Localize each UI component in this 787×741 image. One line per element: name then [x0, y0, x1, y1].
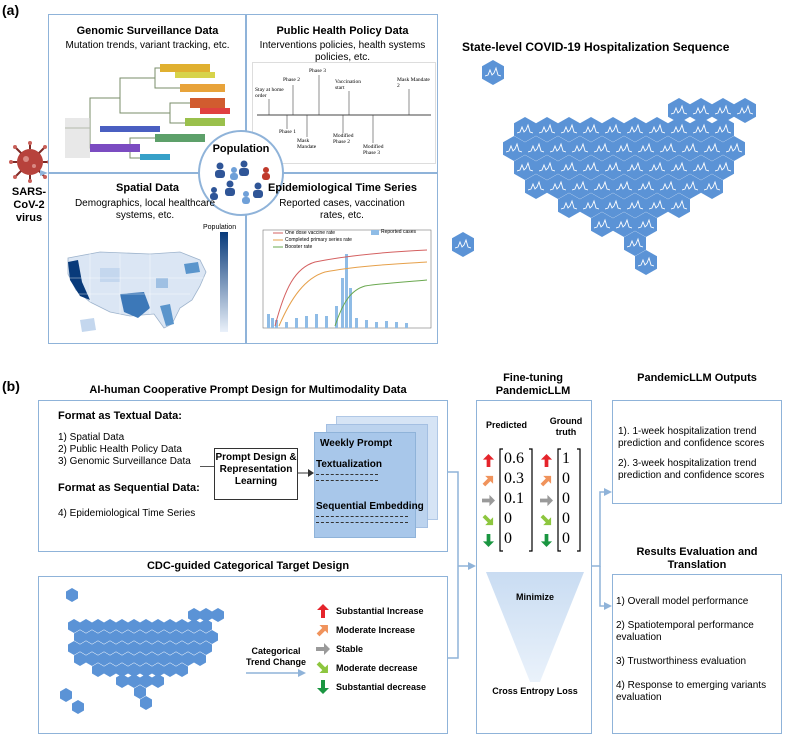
- cdc-state-hex: [128, 641, 140, 655]
- cdc-state-hex: [116, 641, 128, 655]
- cdc-state-hex: [182, 630, 194, 644]
- cdc-state-hex: [110, 630, 122, 644]
- textual-item-1: 1) Spatial Data: [58, 432, 125, 443]
- population-colorbar: [220, 232, 228, 332]
- cdc-state-hex: [152, 619, 164, 633]
- event-vaccination: Vaccination start: [335, 79, 361, 91]
- predicted-value: 0: [504, 530, 512, 547]
- event-phase-3: Phase 3: [309, 68, 326, 74]
- evaluation-item-4: 4) Response to emerging variants evaluation: [616, 680, 767, 703]
- cdc-state-hex: [188, 641, 200, 655]
- evaluation-item-2: 2) Spatiotemporal performance evaluation: [616, 620, 754, 643]
- embedding-line: [316, 522, 408, 523]
- truth-value: 0: [562, 470, 570, 487]
- cdc-state-hex: [116, 619, 128, 633]
- embedding-line: [316, 516, 408, 517]
- cdc-state-hex: [122, 652, 134, 666]
- textualization-line: [316, 480, 378, 481]
- epi-chart: [255, 228, 435, 340]
- event-phase-2: Phase 2: [283, 77, 300, 83]
- cdc-state-hex: [74, 652, 86, 666]
- cdc-state-hex: [158, 630, 170, 644]
- predicted-value: 0: [504, 510, 512, 527]
- cdc-state-hex: [152, 674, 164, 688]
- cdc-state-hex: [182, 652, 194, 666]
- event-mask-mandate: Mask Mandate: [297, 138, 317, 150]
- cdc-state-hex: [206, 630, 218, 644]
- population-legend-title: Population: [203, 224, 237, 231]
- cdc-state-hex: [146, 630, 158, 644]
- trend-category-icon: [482, 534, 495, 552]
- trend-category-icon: [316, 642, 330, 661]
- cdc-state-hex: [170, 652, 182, 666]
- trend-category-label: Substantial Increase: [336, 606, 424, 616]
- cdc-state-hex: [80, 641, 92, 655]
- truth-value: 0: [562, 510, 570, 527]
- matrix-bracket: [499, 448, 533, 557]
- trend-category-icon: [482, 514, 495, 532]
- cdc-state-hex: [116, 674, 128, 688]
- cdc-state-hex: [92, 663, 104, 677]
- cdc-state-hex: [134, 630, 146, 644]
- matrix-bracket: [557, 448, 581, 557]
- cdc-state-hex: [194, 630, 206, 644]
- trend-category-icon: [482, 494, 495, 512]
- predicted-value: 0.6: [504, 450, 524, 467]
- predicted-value: 0.1: [504, 490, 524, 507]
- cdc-state-hex: [80, 619, 92, 633]
- cdc-hex-map: [56, 588, 246, 728]
- cdc-state-hex: [200, 641, 212, 655]
- cdc-state-hex: [128, 619, 140, 633]
- trend-category-icon: [316, 680, 330, 699]
- trend-category-icon: [316, 623, 330, 642]
- epi-legend-1: One dose vaccine rate: [285, 230, 336, 236]
- cdc-state-hex: [86, 630, 98, 644]
- sequential-heading: Format as Sequential Data:: [58, 482, 200, 494]
- trend-category-icon: [540, 534, 553, 552]
- evaluation-item-3: 3) Trustworthiness evaluation: [616, 656, 747, 667]
- cdc-state-hex: [104, 641, 116, 655]
- textualization-label: Textualization: [316, 459, 382, 470]
- truth-value: 1: [562, 450, 570, 467]
- cdc-state-hex: [68, 619, 80, 633]
- cdc-state-hex: [176, 619, 188, 633]
- minimize-label: Minimize: [515, 592, 554, 602]
- cdc-state-hex: [140, 641, 152, 655]
- spatial-subtitle: Demographics, local healthcare systems, etc.: [74, 198, 216, 221]
- cdc-state-hex: [104, 663, 116, 677]
- cdc-state-hex: [176, 663, 188, 677]
- panel-a-label: (a): [2, 2, 20, 18]
- epi-bar-legend: Reported cases: [381, 229, 417, 235]
- cdc-state-hex: [98, 652, 110, 666]
- prompt-design-title: AI-human Cooperative Prompt Design for Multimodality Data: [89, 384, 407, 396]
- output-connector: [592, 486, 614, 616]
- cdc-state-hex: [92, 619, 104, 633]
- textual-item-2: 2) Public Health Policy Data: [58, 444, 182, 455]
- cdc-state-hex: [110, 652, 122, 666]
- output-item-1: 1). 1-week hospitalization trend prediction and confidence scores: [618, 426, 765, 449]
- cdc-state-hex: [140, 696, 152, 710]
- genomic-title: Genomic Surveillance Data: [76, 25, 219, 37]
- sequential-embedding-label: Sequential Embedding: [316, 501, 424, 512]
- cdc-state-hex: [164, 663, 176, 677]
- epi-legend-3: Booster rate: [285, 244, 313, 250]
- cdc-state-hex: [72, 700, 84, 714]
- truth-value: 0: [562, 490, 570, 507]
- textual-heading: Format as Textual Data:: [58, 410, 182, 422]
- cdc-state-hex: [164, 619, 176, 633]
- cdc-state-hex: [128, 674, 140, 688]
- genomic-subtitle: Mutation trends, variant tracking, etc.: [65, 40, 230, 51]
- state-hex: [482, 60, 504, 85]
- cdc-state-hex: [86, 652, 98, 666]
- finetune-title: Fine-tuning PandemicLLM: [495, 372, 571, 397]
- event-modified-phase-3: Modified Phase 3: [363, 144, 384, 156]
- textualization-line: [316, 474, 378, 475]
- trend-category-icon: [540, 514, 553, 532]
- trend-category-icon: [482, 474, 495, 492]
- cdc-title: CDC-guided Categorical Target Design: [146, 560, 350, 572]
- cdc-state-hex: [66, 588, 78, 602]
- ground-truth-label: Ground truth: [549, 416, 583, 437]
- event-stay-at-home: Stay at home order: [255, 87, 284, 99]
- population-title: Population: [212, 143, 270, 155]
- cdc-state-hex: [92, 641, 104, 655]
- trend-category-icon: [540, 454, 553, 472]
- state-map-title: State-level COVID-19 Hospitalization Sequence: [462, 40, 730, 54]
- outputs-box: [612, 400, 782, 504]
- merge-connector: [448, 466, 476, 666]
- epi-title: Epidemiological Time Series: [268, 182, 417, 194]
- cdc-state-hex: [74, 630, 86, 644]
- sequential-item-1: 4) Epidemiological Time Series: [58, 508, 196, 519]
- outputs-title: PandemicLLM Outputs: [637, 372, 757, 384]
- trend-category-label: Moderate Increase: [336, 625, 416, 635]
- spatial-title: Spatial Data: [116, 182, 179, 194]
- trend-category-label: Stable: [336, 644, 364, 654]
- state-hex: [452, 232, 474, 257]
- event-phase-1: Phase 1: [279, 129, 296, 135]
- predicted-label: Predicted: [486, 420, 528, 430]
- policy-subtitle: Interventions policies, health systems policies, etc.: [259, 40, 426, 63]
- trend-category-icon: [540, 494, 553, 512]
- cdc-state-hex: [68, 641, 80, 655]
- policy-title: Public Health Policy Data: [276, 25, 409, 37]
- epi-legend-2: Completed primary series rate: [285, 237, 352, 243]
- trend-category-icon: [540, 474, 553, 492]
- cdc-state-hex: [104, 619, 116, 633]
- cdc-state-hex: [134, 685, 146, 699]
- connector-line: [200, 466, 214, 467]
- trend-change-label: Categorical Trend Change: [245, 646, 306, 667]
- cdc-state-hex: [212, 608, 224, 622]
- trend-category-icon: [482, 454, 495, 472]
- process-arrow-icon: [298, 468, 314, 478]
- virus-label: SARS-CoV-2 virus: [11, 186, 47, 224]
- textual-item-3: 3) Genomic Surveillance Data: [58, 456, 191, 467]
- evaluation-title: Results Evaluation and Translation: [636, 546, 758, 571]
- panel-b-label: (b): [2, 378, 20, 394]
- epi-subtitle: Reported cases, vaccination rates, etc.: [279, 198, 405, 221]
- cdc-state-hex: [152, 641, 164, 655]
- cdc-state-hex: [134, 652, 146, 666]
- cdc-state-hex: [158, 652, 170, 666]
- us-population-map: [60, 238, 215, 338]
- state-hex-map: [462, 60, 782, 290]
- event-mask-mandate-2: Mask Mandate 2: [397, 77, 430, 89]
- trend-category-icon: [316, 661, 330, 680]
- weekly-prompt-title: Weekly Prompt: [320, 438, 393, 449]
- cdc-state-hex: [140, 674, 152, 688]
- cdc-state-hex: [200, 619, 212, 633]
- process-box: Prompt Design & Representation Learning: [214, 448, 298, 500]
- loss-label: Cross Entropy Loss: [492, 686, 578, 696]
- trend-category-label: Substantial decrease: [336, 682, 427, 692]
- cdc-state-hex: [170, 630, 182, 644]
- trend-category-icon: [316, 604, 330, 623]
- predicted-value: 0.3: [504, 470, 524, 487]
- event-modified-phase-2: Modified Phase 2: [333, 133, 354, 145]
- trend-arrow-icon: [246, 668, 306, 678]
- cdc-state-hex: [60, 688, 72, 702]
- trend-category-label: Moderate decrease: [336, 663, 418, 673]
- cdc-state-hex: [188, 619, 200, 633]
- virus-arrow-icon: [40, 168, 50, 178]
- truth-value: 0: [562, 530, 570, 547]
- cdc-state-hex: [122, 630, 134, 644]
- evaluation-item-1: 1) Overall model performance: [616, 596, 749, 607]
- cdc-state-hex: [176, 641, 188, 655]
- cdc-state-hex: [194, 652, 206, 666]
- state-hex: [734, 98, 756, 123]
- output-item-2: 2). 3-week hospitalization trend prediction and confidence scores: [618, 458, 765, 481]
- cdc-state-hex: [140, 619, 152, 633]
- cdc-state-hex: [98, 630, 110, 644]
- cdc-state-hex: [164, 641, 176, 655]
- cdc-state-hex: [146, 652, 158, 666]
